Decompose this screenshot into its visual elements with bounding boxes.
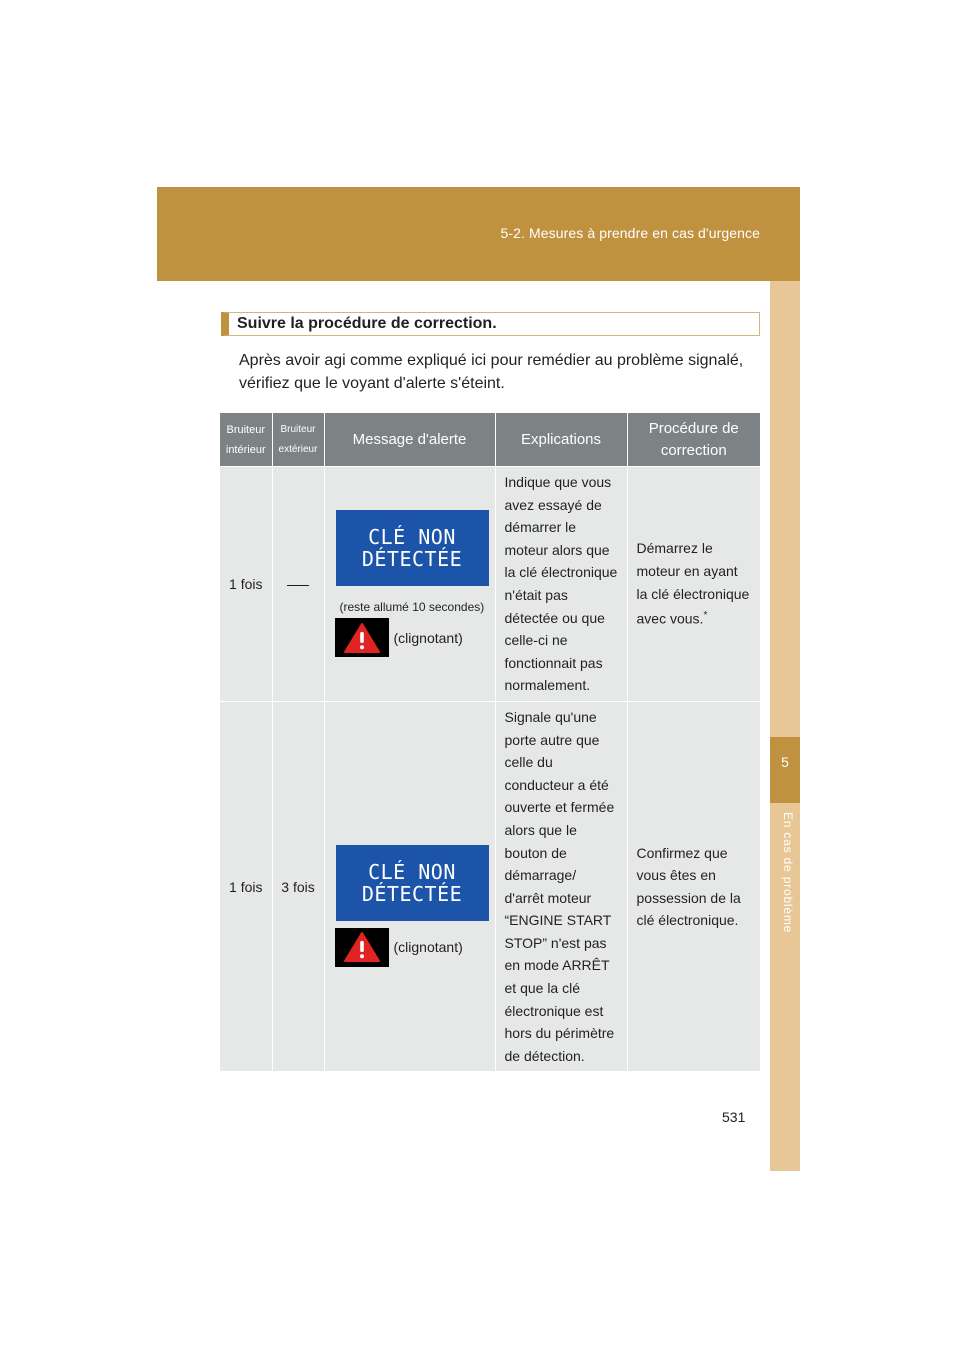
header-procedure [627, 413, 760, 467]
header-line: Bruiteur [280, 423, 316, 435]
explanation-line: démarrage/ [504, 867, 577, 884]
chapter-number: 5 [781, 754, 789, 770]
explanation-line: moteur alors que [504, 541, 610, 558]
explanation-line: en mode ARRÊT [504, 957, 610, 974]
indicator-label: (clignotant) [393, 939, 463, 956]
dash-mark [287, 585, 309, 586]
key-not-detected-display [336, 510, 489, 586]
explanation-cell [495, 467, 627, 702]
table-header-row [220, 413, 760, 467]
procedure-cell [627, 701, 760, 1071]
explanation-line: Indique que vous [504, 474, 612, 490]
explanation-line: d'arrêt moteur [504, 889, 592, 906]
procedure-line-text: avec vous. [636, 610, 704, 627]
header-interior-buzzer [220, 413, 272, 467]
header-message: Message d'alerte [324, 413, 495, 467]
header-line: Bruiteur [226, 423, 266, 436]
interior-buzzer-count: 1 fois [220, 701, 272, 1071]
explanation-cell [495, 701, 627, 1071]
explanation-line: avez essayé de [504, 496, 602, 513]
warning-table [220, 413, 760, 1071]
display-line: DÉTECTÉE [361, 547, 463, 572]
explanation-line: n'était pas [504, 586, 568, 603]
interior-buzzer-count: 1 fois [220, 467, 272, 702]
explanation-line: Signale qu'une [504, 708, 597, 725]
header-line: extérieur [278, 443, 318, 455]
explanation-line: détectée ou que [504, 609, 605, 626]
explanation-line: bouton de [504, 844, 567, 861]
procedure-line: Démarrez le [636, 540, 713, 557]
header-line: correction [660, 441, 727, 459]
display-line: CLÉ NON [368, 525, 456, 550]
explanation-line: ouverte et fermée [504, 799, 615, 816]
display-duration-note: (reste allumé 10 secondes) [339, 600, 485, 615]
chapter-side-strip [770, 281, 800, 1171]
explanation-line: hors du périmètre [504, 1025, 615, 1042]
footnote-marker: * [703, 610, 708, 622]
warning-light [335, 618, 389, 657]
explanation-line: de détection. [504, 1047, 585, 1064]
procedure-line: vous êtes en [636, 867, 716, 884]
procedure-line: Confirmez que [636, 844, 728, 861]
explanation-line: la clé électronique [504, 564, 618, 581]
procedure-line: possession de la [636, 889, 741, 906]
header-line: intérieur [225, 443, 266, 456]
display-line: DÉTECTÉE [361, 881, 463, 906]
explanation-line: “ENGINE START [504, 912, 612, 929]
intro-paragraph: Après avoir agi comme expliqué ici pour remédier au problème signalé, vérifiez que le voyant d'alerte s'éteint. [239, 352, 744, 392]
header-explanation: Explications [495, 413, 627, 467]
explanation-line: porte autre que [504, 731, 600, 748]
procedure-line: la clé électronique [636, 585, 750, 602]
procedure-line: moteur en ayant [636, 563, 738, 580]
explanation-line: conducteur a été [504, 776, 609, 793]
explanation-line: fonctionnait pas [504, 654, 603, 671]
section-header: 5-2. Mesures à prendre en cas d'urgence [500, 225, 760, 241]
table-row [220, 467, 760, 702]
explanation-line: celle du [504, 754, 553, 771]
exterior-buzzer-count: 3 fois [272, 701, 324, 1071]
warning-triangle-icon [343, 931, 381, 963]
indicator-label: (clignotant) [393, 629, 463, 646]
table-row [220, 701, 760, 1071]
section-title: Suivre la procédure de correction. [237, 315, 497, 332]
header-band [157, 187, 800, 281]
explanation-line: STOP” n'est pas [504, 934, 607, 951]
key-not-detected-display [336, 845, 489, 921]
explanation-line: démarrer le [504, 519, 577, 536]
explanation-line: alors que le [504, 821, 577, 838]
procedure-line [637, 605, 757, 630]
message-cell [324, 467, 495, 702]
display-line: CLÉ NON [368, 859, 456, 884]
exterior-buzzer-none [272, 467, 324, 702]
chapter-title: En cas de problème [781, 812, 795, 934]
warning-light [335, 928, 389, 967]
warning-triangle-icon [343, 622, 381, 654]
header-line: Procédure de [648, 419, 739, 437]
explanation-line: électronique est [504, 1002, 604, 1019]
explanation-line: et que la clé [504, 980, 580, 997]
section-title-bar [221, 312, 760, 336]
procedure-line: clé électronique. [636, 912, 739, 929]
explanation-line: normalement. [504, 677, 591, 694]
page-number: 531 [722, 1109, 746, 1125]
header-exterior-buzzer [272, 413, 324, 467]
chapter-tab [770, 737, 800, 803]
message-cell [324, 701, 495, 1071]
explanation-line: celle-ci ne [504, 632, 568, 649]
procedure-cell [627, 467, 760, 702]
